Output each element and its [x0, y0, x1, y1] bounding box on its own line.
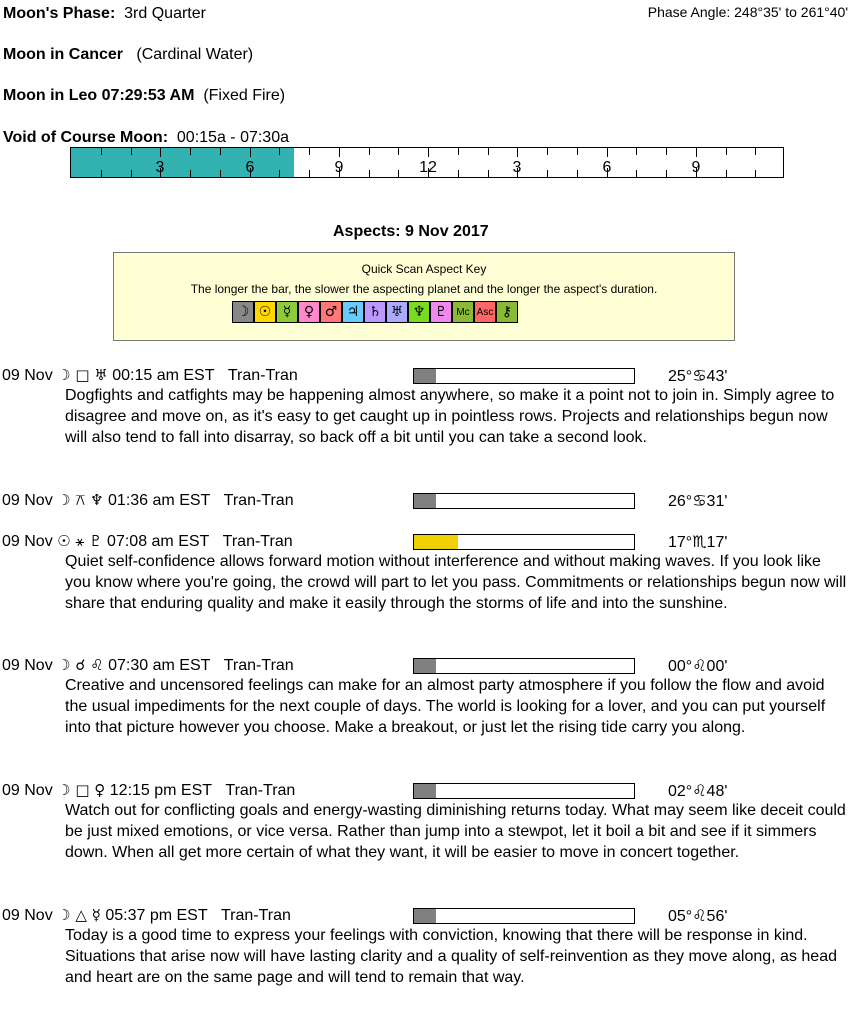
aspect-duration-fill [414, 659, 436, 673]
voc-label: Void of Course Moon: [3, 129, 169, 146]
aspect-duration-fill [414, 494, 436, 508]
voc-tick [190, 170, 191, 177]
aspect-time: 05:37 pm EST [105, 907, 208, 924]
aspect-description: Watch out for conflicting goals and energy-wasting diminishing returns today. What may seem like deceit could be just mixed emotions, or vice versa. Rather than jump into a stewpot, let it boil a bit and see if it simmers down. When all get more certain of what they want, it will be easier to move in concert together. [65, 802, 846, 861]
aspect-glyphs: ☽ ⚻ ♆ [57, 491, 104, 509]
voc-tick [309, 148, 310, 155]
voc-tick [488, 148, 489, 155]
voc-tick [755, 170, 756, 177]
aspect-description: Today is a good time to express your feelings with conviction, knowing that there will be response in kind. Situations that arise now will have lasting clarity and a quality of self-reinvention as they move along, as head and heart are on the same page and will tend to remain that way. [65, 927, 837, 986]
neptune-icon: ♆ [408, 301, 430, 323]
pluto-icon: ♇ [430, 301, 452, 323]
aspect-duration-bar [413, 534, 635, 550]
aspect-glyphs: ☽ ☌ ♌ [57, 656, 104, 674]
aspect-position: 02°♌48' [668, 783, 728, 800]
voc-tick [160, 148, 161, 157]
voc-tick [726, 148, 727, 155]
voc-value: 00:15a - 07:30a [176, 129, 289, 146]
aspect-duration-bar [413, 783, 635, 799]
aspect-row [2, 781, 295, 800]
aspect-position: 05°♌56' [668, 908, 728, 925]
moon-sign [3, 46, 253, 64]
moon-icon: ☽ [232, 301, 254, 323]
aspect-duration-bar [413, 658, 635, 674]
aspect-duration-fill [414, 909, 436, 923]
aspect-row [2, 906, 291, 925]
aspect-type: Tran-Tran [222, 533, 293, 550]
aspect-date: 09 Nov [2, 907, 53, 924]
voc-tick [101, 148, 102, 155]
mercury-icon: ☿ [276, 301, 298, 323]
aspect-date: 09 Nov [2, 533, 53, 550]
voc-hour-label: 6 [602, 159, 612, 176]
voc-tick [131, 170, 132, 177]
moon-next-sign [3, 87, 285, 105]
voc-tick [309, 170, 310, 177]
aspect-type: Tran-Tran [227, 367, 298, 384]
sun-icon: ☉ [254, 301, 276, 323]
moon-next-quality: (Fixed Fire) [203, 87, 286, 104]
aspect-type: Tran-Tran [225, 782, 296, 799]
aspect-date: 09 Nov [2, 492, 53, 509]
voc-tick [547, 170, 548, 177]
aspect-description: Creative and uncensored feelings can make for an almost party atmosphere if you follow the flow and avoid the usual impediments for the next couple of days. The world is looking for a lover, and you can put yourself into that picture however you choose. Make a breakout, or just let the rising tide carry you along. [65, 677, 826, 736]
voc-tick [666, 148, 667, 155]
voc-tick [190, 148, 191, 155]
aspect-row [2, 656, 294, 675]
mc-icon: Mc [452, 301, 474, 323]
aspect-glyphs: ☽ △ ☿ [57, 906, 101, 924]
voc-tick [398, 170, 399, 177]
voc-tick [131, 148, 132, 155]
aspect-glyphs: ☽ □ ♀ [57, 781, 106, 799]
voc-tick [458, 170, 459, 177]
jupiter-icon: ♃ [342, 301, 364, 323]
aspect-type: Tran-Tran [223, 657, 294, 674]
aspect-position: 26°♋31' [668, 493, 728, 510]
voc-tick [607, 148, 608, 157]
aspect-glyphs: ☉ ⚹ ♇ [57, 532, 103, 550]
aspect-description: Dogfights and catfights may be happening almost anywhere, so make it a point not to join in. Simply agree to disagree and move on, as it's easy to get caught up in pointless rows. Projects and relationships begun now will also tend to fall into disarray, so back off a bit until you can take a second look. [65, 387, 835, 446]
voc-tick [517, 148, 518, 157]
aspect-duration-bar [413, 908, 635, 924]
aspect-date: 09 Nov [2, 657, 53, 674]
voc-tick [636, 170, 637, 177]
aspect-duration-fill [414, 784, 436, 798]
voc-tick [279, 148, 280, 155]
aspect-row [2, 532, 293, 551]
void-of-course-fill [71, 148, 294, 177]
aspect-time: 07:08 am EST [107, 533, 210, 550]
chiron-icon: ⚷ [496, 301, 518, 323]
voc-tick [577, 170, 578, 177]
aspects-title: Aspects: 9 Nov 2017 [333, 223, 489, 240]
aspect-time: 07:30 am EST [108, 657, 211, 674]
aspect-key [113, 252, 735, 341]
voc-tick [636, 148, 637, 155]
voc-tick [220, 148, 221, 155]
aspect-duration-fill [414, 535, 458, 549]
voc-tick [279, 170, 280, 177]
venus-icon: ♀ [298, 301, 320, 323]
void-of-course-bar [70, 147, 784, 178]
aspect-time: 01:36 am EST [108, 492, 211, 509]
aspect-time: 12:15 pm EST [109, 782, 213, 799]
saturn-icon: ♄ [364, 301, 386, 323]
aspect-type: Tran-Tran [223, 492, 294, 509]
voc-tick [428, 148, 429, 157]
voc-tick [696, 148, 697, 157]
moon-phase [3, 5, 206, 23]
aspect-key-subtitle: The longer the bar, the slower the aspecting planet and the longer the aspect's duration. [190, 282, 658, 296]
aspect-duration-fill [414, 369, 436, 383]
aspect-duration-bar [413, 493, 635, 509]
voc-hour-label: 3 [512, 159, 522, 176]
moon-sign-quality: (Cardinal Water) [136, 46, 254, 63]
aspect-type: Tran-Tran [220, 907, 291, 924]
moon-sign-label: Moon in Cancer [3, 46, 124, 63]
aspect-row [2, 491, 294, 510]
aspect-position: 17°♏17' [668, 534, 728, 551]
aspect-key-title: Quick Scan Aspect Key [361, 262, 487, 276]
voc-tick [369, 170, 370, 177]
voc-tick [755, 148, 756, 155]
aspect-row [2, 366, 298, 385]
voc-tick [369, 148, 370, 155]
aspect-time: 00:15 am EST [112, 367, 215, 384]
moon-phase-label: Moon's Phase: [3, 5, 116, 22]
aspect-position: 00°♌00' [668, 658, 728, 675]
uranus-icon: ♅ [386, 301, 408, 323]
voc-hour-label: 9 [691, 159, 701, 176]
voc-tick [726, 170, 727, 177]
voc-tick [488, 170, 489, 177]
voc-tick [220, 170, 221, 177]
phase-angle: Phase Angle: 248°35' to 261°40' [647, 4, 848, 20]
asc-icon: Asc [474, 301, 496, 323]
void-of-course [3, 129, 289, 147]
voc-tick [339, 148, 340, 157]
voc-hour-label: 9 [334, 159, 344, 176]
aspect-duration-bar [413, 368, 635, 384]
aspect-date: 09 Nov [2, 782, 53, 799]
moon-phase-value: 3rd Quarter [124, 5, 206, 22]
voc-tick [547, 148, 548, 155]
aspect-date: 09 Nov [2, 367, 53, 384]
aspect-position: 25°♋43' [668, 368, 728, 385]
voc-tick [398, 148, 399, 155]
voc-hour-label: 3 [155, 159, 165, 176]
voc-tick [250, 148, 251, 157]
voc-tick [101, 170, 102, 177]
aspect-glyphs: ☽ □ ♅ [57, 366, 108, 384]
voc-tick [666, 170, 667, 177]
mars-icon: ♂ [320, 301, 342, 323]
aspect-key-planets [232, 301, 518, 323]
aspect-description: Quiet self-confidence allows forward motion without interference and without making waves. If you look like you know where you're going, the crowd will part to let you pass. Commitments or relationships begun now will share that enduring quality and make it easily through the storms of life and into the sunshine. [65, 553, 847, 612]
voc-tick [577, 148, 578, 155]
moon-next-label: Moon in Leo 07:29:53 AM [3, 87, 195, 104]
voc-tick [458, 148, 459, 155]
voc-hour-label: 6 [245, 159, 255, 176]
voc-hour-label: 12 [419, 159, 437, 176]
